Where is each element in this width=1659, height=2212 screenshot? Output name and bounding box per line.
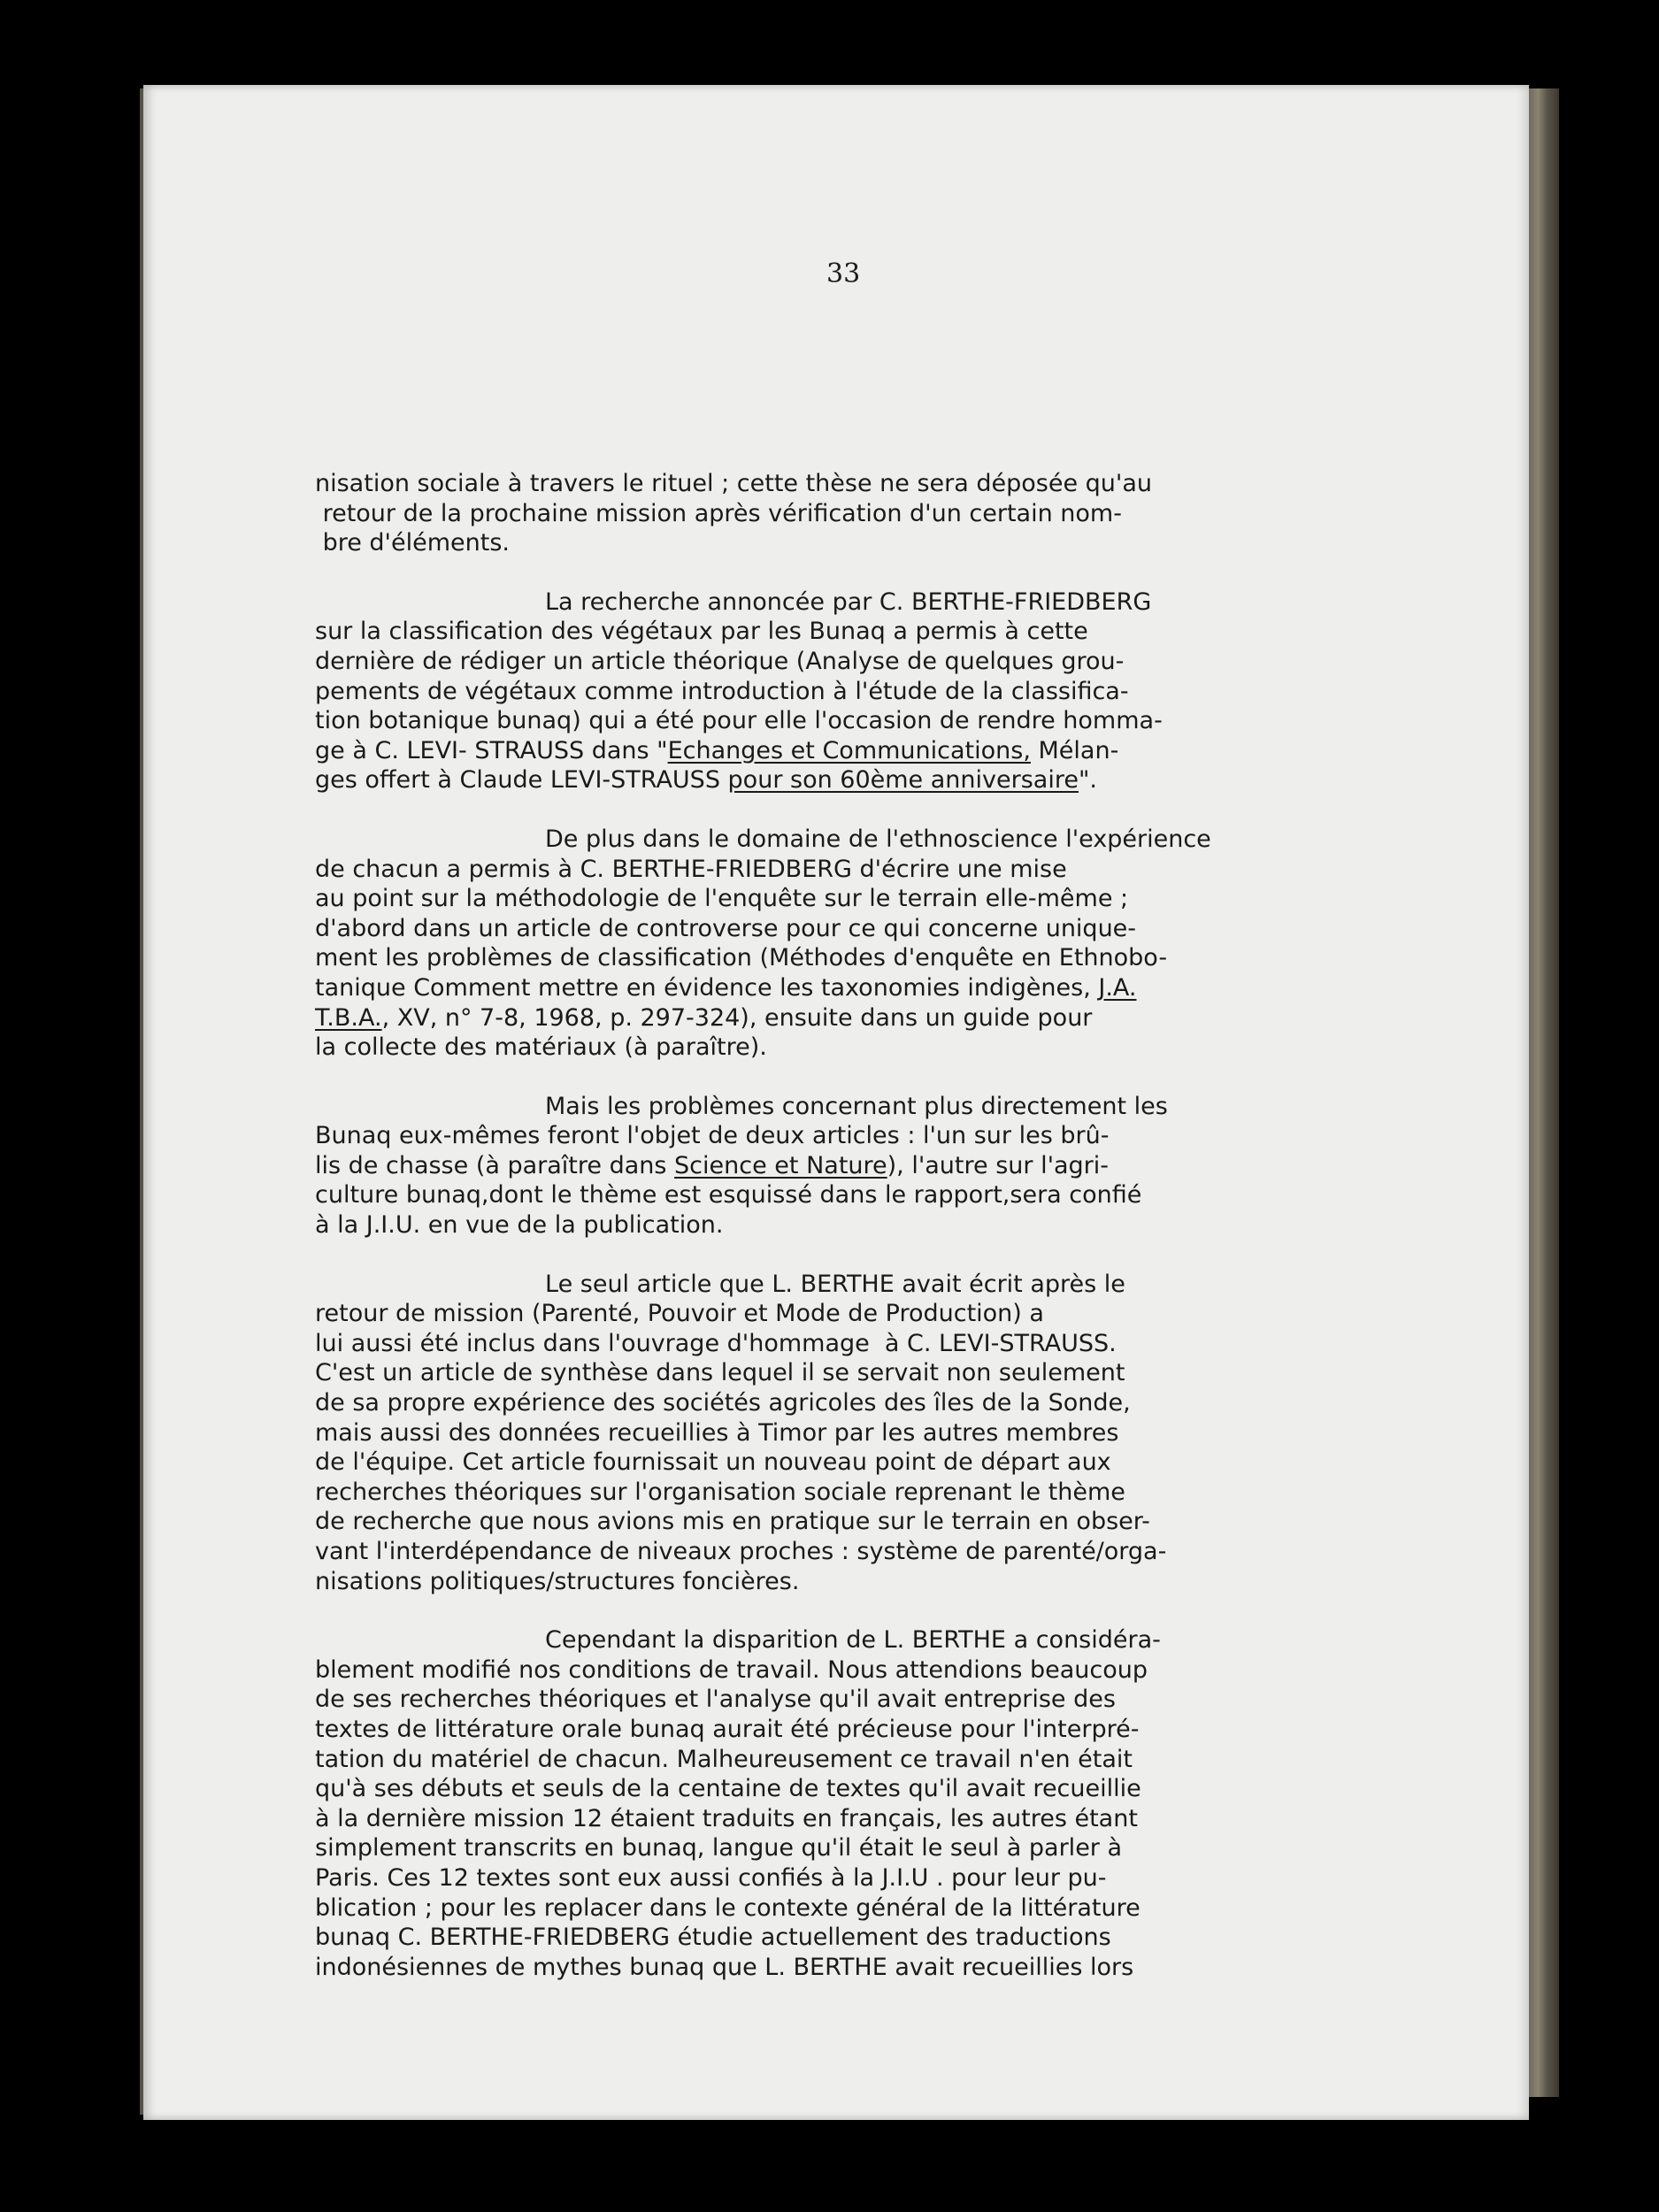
text-line xyxy=(315,1358,1363,1388)
text-run: ge à C. LEVI- STRAUSS dans " xyxy=(315,736,668,764)
text-line xyxy=(315,1953,1363,1983)
text-line xyxy=(315,825,1363,855)
underlined-title: Echanges et Communications, xyxy=(667,736,1031,764)
paragraph-gap xyxy=(315,1240,1363,1270)
text-line xyxy=(315,1121,1363,1151)
text-line xyxy=(315,647,1363,677)
text-run: qu'à ses débuts et seuls de la centaine de textes qu'il avait recueillie xyxy=(315,1775,1141,1803)
text-run: recherches théoriques sur l'organisation sociale reprenant le thème xyxy=(315,1478,1125,1506)
text-run: blication ; pour les replacer dans le contexte général de la littérature xyxy=(315,1893,1141,1922)
paragraph-gap xyxy=(315,1063,1363,1092)
text-run: La recherche annoncée par C. BERTHE-FRIEDBERG xyxy=(545,588,1152,616)
text-run: indonésiennes de mythes bunaq que L. BERTHE avait recueillies lors xyxy=(315,1953,1134,1981)
text-run: Bunaq eux-mêmes feront l'objet de deux articles : l'un sur les brû- xyxy=(315,1122,1110,1150)
text-run: ". xyxy=(1078,766,1097,795)
text-line xyxy=(315,677,1363,707)
underlined-title: Science et Nature xyxy=(674,1151,887,1179)
text-line xyxy=(315,1448,1363,1478)
text-run: Mais les problèmes concernant plus directement les xyxy=(545,1092,1168,1120)
text-line xyxy=(315,1180,1363,1210)
text-line xyxy=(315,706,1363,736)
text-line xyxy=(315,914,1363,944)
paragraph-4 xyxy=(315,1092,1363,1240)
text-run: , XV, n° 7-8, 1968, p. 297-324), ensuite dans un guide pour xyxy=(381,1003,1093,1032)
text-run: C'est un article de synthèse dans lequel il se servait non seulement xyxy=(315,1359,1125,1387)
text-line xyxy=(315,1625,1363,1655)
text-line xyxy=(315,943,1363,973)
text-line xyxy=(315,469,1363,499)
text-run: nisations politiques/structures foncières. xyxy=(315,1567,800,1595)
text-run: retour de mission (Parenté, Pouvoir et Mode de Production) a xyxy=(315,1300,1044,1328)
text-run: vant l'interdépendance de niveaux proches : système de parenté/orga- xyxy=(315,1538,1167,1565)
text-line xyxy=(315,1478,1363,1508)
text-run: Paris. Ces 12 textes sont eux aussi confiés à la J.I.U . pour leur pu- xyxy=(315,1863,1107,1892)
paragraph-2 xyxy=(315,588,1363,795)
text-run: de chacun a permis à C. BERTHE-FRIEDBERG d'écrire une mise xyxy=(315,855,1067,883)
text-line xyxy=(315,588,1363,618)
text-line xyxy=(315,1537,1363,1567)
text-line xyxy=(315,855,1363,885)
underlined-title: J.A. xyxy=(1098,973,1137,1002)
text-line xyxy=(315,1507,1363,1537)
text-line xyxy=(315,884,1363,914)
text-line xyxy=(315,1388,1363,1418)
text-run: ), l'autre sur l'agri- xyxy=(887,1151,1110,1179)
text-run: d'abord dans un article de controverse pour ce qui concerne unique- xyxy=(315,914,1137,942)
text-run: lis de chasse (à paraître dans xyxy=(315,1151,675,1179)
text-run: bunaq C. BERTHE-FRIEDBERG étudie actuellement des traductions xyxy=(315,1924,1111,1952)
text-line xyxy=(315,1299,1363,1329)
body-text xyxy=(315,469,1363,1982)
text-run: bre d'éléments. xyxy=(315,529,510,557)
text-run: de sa propre expérience des sociétés agricoles des îles de la Sonde, xyxy=(315,1389,1131,1417)
text-line xyxy=(315,1092,1363,1122)
text-line xyxy=(315,1863,1363,1893)
text-run: ges offert à Claude LEVI-STRAUSS xyxy=(315,766,728,795)
text-line xyxy=(315,736,1363,766)
text-run: sur la classification des végétaux par les Bunaq a permis à cette xyxy=(315,618,1088,646)
text-run: dernière de rédiger un article théorique (Analyse de quelques grou- xyxy=(315,647,1125,675)
text-run: retour de la prochaine mission après vérification d'un certain nom- xyxy=(315,499,1122,527)
text-run: de ses recherches théoriques et l'analyse qu'il avait entreprise des xyxy=(315,1686,1116,1714)
text-line xyxy=(315,1567,1363,1597)
text-line xyxy=(315,1003,1363,1033)
underlined-title: T.B.A. xyxy=(315,1003,382,1032)
page-number: 33 xyxy=(826,258,861,289)
text-line xyxy=(315,1210,1363,1240)
text-line xyxy=(315,1033,1363,1063)
paragraph-1 xyxy=(315,469,1363,558)
text-run: à la J.I.U. en vue de la publication. xyxy=(315,1211,724,1240)
underlined-title: pour son 60ème anniversaire xyxy=(727,766,1079,795)
paragraph-gap xyxy=(315,1596,1363,1625)
book-page-edges xyxy=(1529,88,1559,2097)
text-line xyxy=(315,1418,1363,1448)
text-run: Mélan- xyxy=(1030,736,1119,764)
paragraph-6 xyxy=(315,1625,1363,1982)
text-line xyxy=(315,499,1363,529)
paragraph-gap xyxy=(315,795,1363,825)
text-run: lui aussi été inclus dans l'ouvrage d'hommage à C. LEVI-STRAUSS. xyxy=(315,1329,1117,1357)
text-run: tion botanique bunaq) qui a été pour elle l'occasion de rendre homma- xyxy=(315,707,1163,735)
text-run: la collecte des matériaux (à paraître). xyxy=(315,1033,767,1062)
text-run: nisation sociale à travers le rituel ; cette thèse ne sera déposée qu'au xyxy=(315,470,1152,497)
text-run: de l'équipe. Cet article fournissait un nouveau point de départ aux xyxy=(315,1448,1111,1477)
text-line xyxy=(315,1685,1363,1715)
text-run: ment les problèmes de classification (Méthodes d'enquête en Ethnobo- xyxy=(315,944,1168,972)
paragraph-gap xyxy=(315,558,1363,588)
text-run: au point sur la méthodologie de l'enquête sur le terrain elle-même ; xyxy=(315,885,1129,913)
text-run: tanique Comment mettre en évidence les taxonomies indigènes, xyxy=(315,973,1099,1002)
text-line xyxy=(315,1745,1363,1775)
text-line xyxy=(315,528,1363,558)
text-line xyxy=(315,1655,1363,1686)
text-line xyxy=(315,1715,1363,1745)
text-line xyxy=(315,1923,1363,1953)
text-line xyxy=(315,1329,1363,1359)
text-run: blement modifié nos conditions de travail. Nous attendions beaucoup xyxy=(315,1655,1148,1684)
text-run: culture bunaq,dont le thème est esquissé dans le rapport,sera confié xyxy=(315,1181,1142,1210)
text-line xyxy=(315,617,1363,647)
text-line xyxy=(315,1893,1363,1924)
text-line xyxy=(315,1833,1363,1863)
text-line xyxy=(315,973,1363,1003)
text-line xyxy=(315,1270,1363,1300)
text-run: mais aussi des données recueillies à Timor par les autres membres xyxy=(315,1418,1119,1447)
text-run: de recherche que nous avions mis en pratique sur le terrain en obser- xyxy=(315,1508,1150,1536)
text-run: tation du matériel de chacun. Malheureusement ce travail n'en était xyxy=(315,1745,1133,1773)
paragraph-5 xyxy=(315,1270,1363,1597)
text-run: pements de végétaux comme introduction à l'étude de la classifica- xyxy=(315,677,1129,705)
text-run: Cependant la disparition de L. BERTHE a considéra- xyxy=(545,1626,1161,1655)
paragraph-3 xyxy=(315,825,1363,1063)
text-run: textes de littérature orale bunaq aurait été précieuse pour l'interpré- xyxy=(315,1715,1140,1743)
text-run: à la dernière mission 12 étaient traduits en français, les autres étant xyxy=(315,1804,1138,1832)
text-line xyxy=(315,1804,1363,1834)
text-run: simplement transcrits en bunaq, langue qu'il était le seul à parler à xyxy=(315,1834,1123,1863)
text-run: Le seul article que L. BERTHE avait écrit après le xyxy=(545,1270,1125,1298)
text-line xyxy=(315,1151,1363,1181)
text-line xyxy=(315,765,1363,795)
text-line xyxy=(315,1774,1363,1804)
text-run: De plus dans le domaine de l'ethnoscience l'expérience xyxy=(545,825,1211,853)
